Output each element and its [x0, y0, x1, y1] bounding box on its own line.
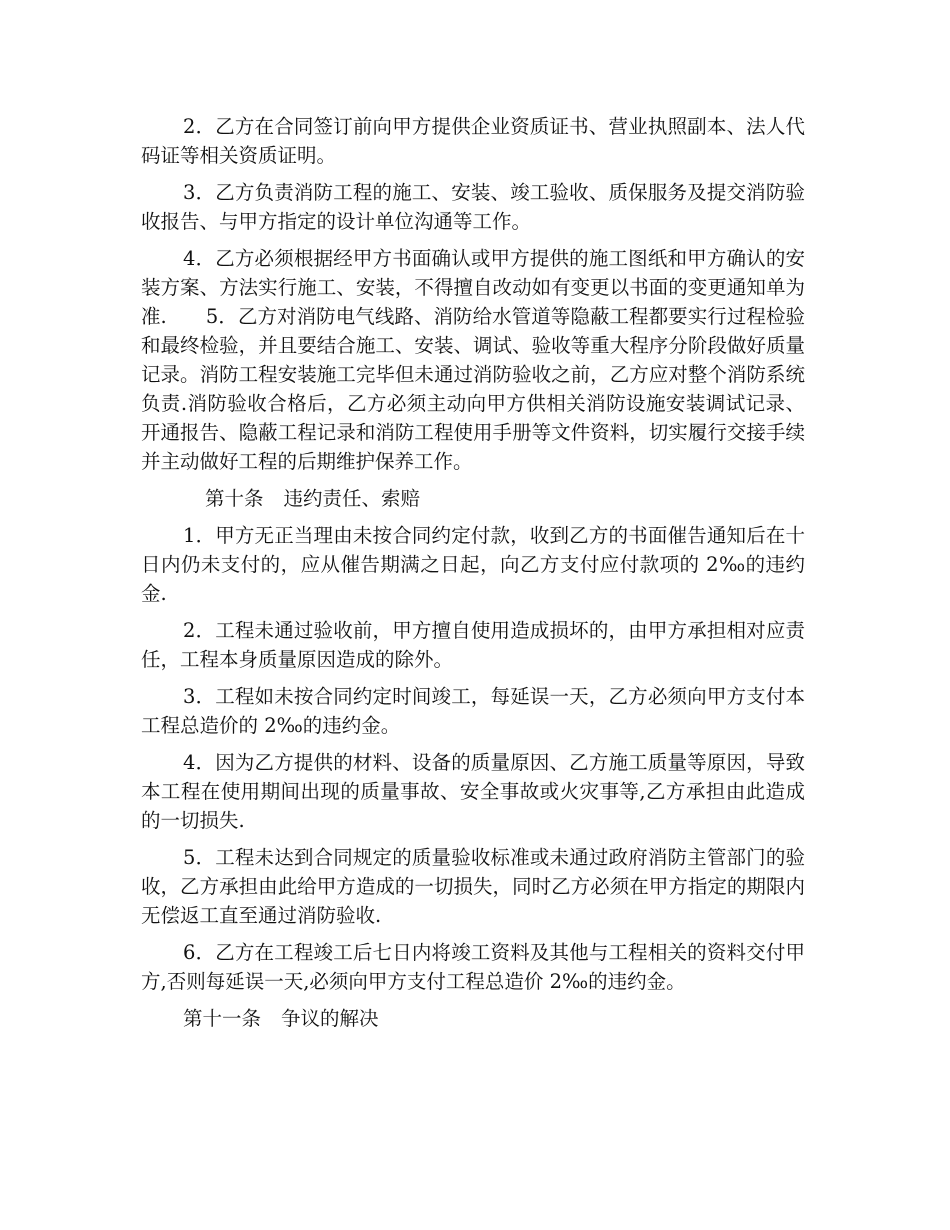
article-10-number: 第十条 [205, 487, 264, 510]
article-11-number: 第十一条 [183, 1007, 262, 1030]
document-page [141, 112, 805, 1041]
article-10-heading [141, 484, 805, 513]
article-11-heading [141, 1004, 805, 1033]
paragraph-2: 2．乙方在合同签订前向甲方提供企业资质证书、营业执照副本、法人代码证等相关资质证明。 [141, 115, 805, 167]
paragraph-4-5: 4．乙方必须根据经甲方书面确认或甲方提供的施工图纸和甲方确认的安装方案、方法实行施工、安装，不得擅自改动如有变更以书面的变更通知单为准. 5．乙方对消防电气线路、消防给水管道等隐蔽工程都要实行过程检验和最终检验，并且要结合施工、安装、调试、验收等重大程序分阶段做好质量记录。消防工程安装施工完毕但未通过消防验收之前，乙方应对整个消防系统负责.消防验收合格后，乙方必须主动向甲方供相关消防设施安装调试记录、开通报告、隐蔽工程记录和消防工程使用手册等文件资料，切实履行交接手续并主动做好工程的后期维护保养工作。 [141, 247, 805, 473]
paragraph-3: 3．乙方负责消防工程的施工、安装、竣工验收、质保服务及提交消防验收报告、与甲方指定的设计单位沟通等工作。 [141, 181, 805, 233]
article-10-item-1: 1．甲方无正当理由未按合同约定付款，收到乙方的书面催告通知后在十日内仍未支付的，应从催告期满之日起，向乙方支付应付款项的 2‰的违约金. [141, 524, 805, 605]
article-10-item-6: 6．乙方在工程竣工后七日内将竣工资料及其他与工程相关的资料交付甲方,否则每延误一天,必须向甲方支付工程总造价 2‰的违约金。 [141, 941, 805, 993]
article-10-item-3: 3．工程如未按合同约定时间竣工，每延误一天，乙方必须向甲方支付本工程总造价的 2‰的违约金。 [141, 685, 805, 737]
article-10-title: 违约责任、索赔 [283, 487, 421, 510]
article-10-item-5: 5．工程未达到合同规定的质量验收标准或未通过政府消防主管部门的验收，乙方承担由此给甲方造成的一切损失，同时乙方必须在甲方指定的期限内无偿返工直至通过消防验收. [141, 846, 805, 927]
article-11-title: 争议的解决 [281, 1007, 379, 1030]
article-10-item-2: 2．工程未通过验收前，甲方擅自使用造成损坏的，由甲方承担相对应责任，工程本身质量原因造成的除外。 [141, 619, 805, 671]
article-10-item-4: 4．因为乙方提供的材料、设备的质量原因、乙方施工质量等原因，导致本工程在使用期间出现的质量事故、安全事故或火灾事等,乙方承担由此造成的一切损失. [141, 751, 805, 832]
